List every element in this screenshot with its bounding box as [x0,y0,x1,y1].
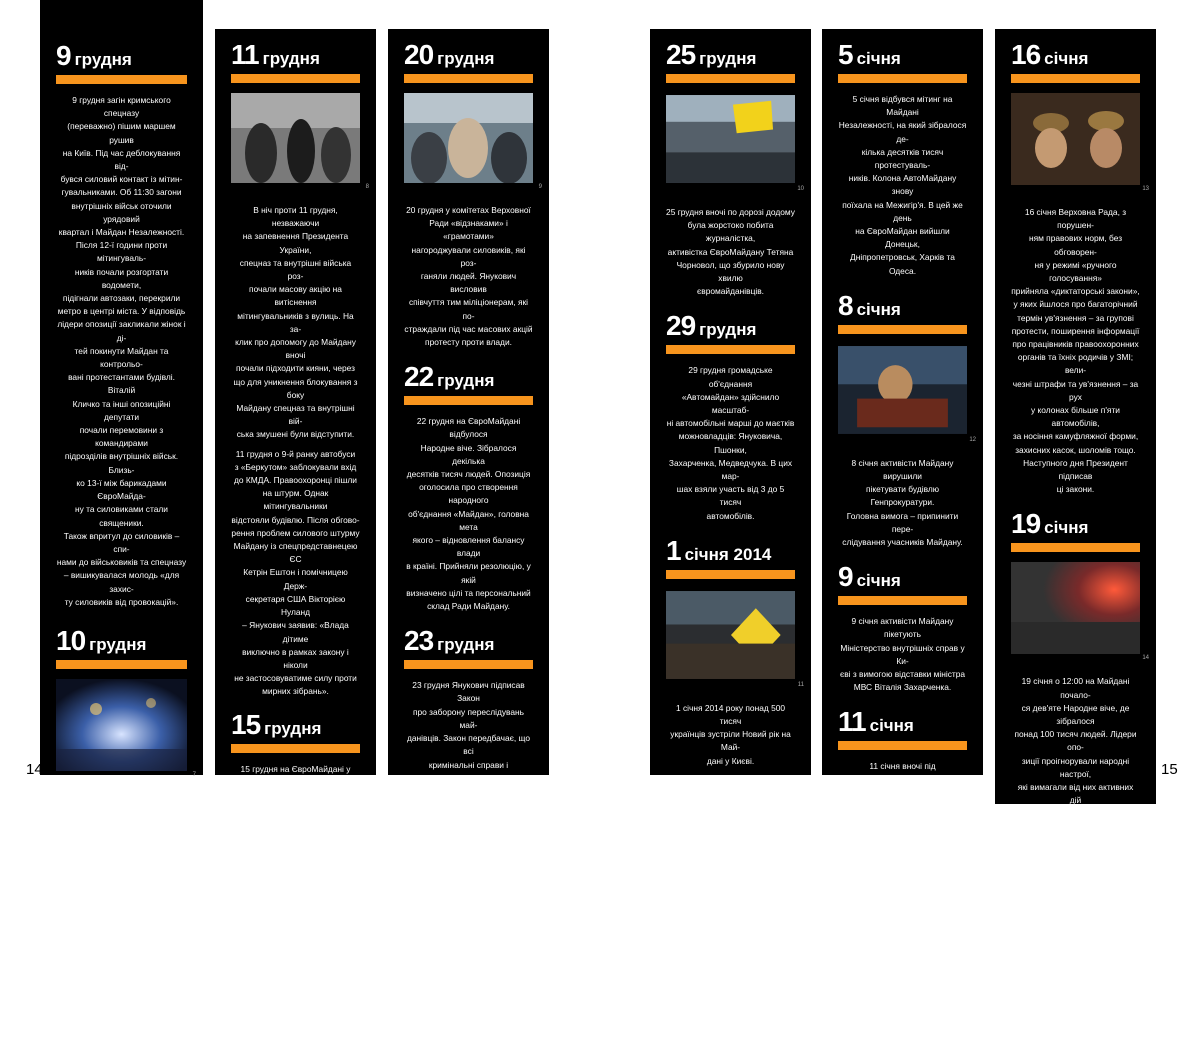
entry-date [1011,508,1140,540]
timeline-entry [666,534,804,840]
entry-month: грудня [89,634,147,654]
orange-divider [231,744,360,753]
timeline-entry [1011,39,1149,496]
entry-day: 11 [231,39,259,70]
timeline-column-3 [388,29,549,823]
barricade-photo-image [666,589,795,681]
entry-date [404,361,533,393]
entry-day: 5 [838,39,853,70]
entry-day: 11 [838,706,866,738]
entry-day: 1 [666,534,681,566]
entry-date [56,625,187,657]
photo-number: 10 [797,186,804,192]
photo-number: 7 [192,771,196,778]
photo-number: 12 [969,436,976,443]
entry-date [838,706,967,738]
photo-number: 9 [538,184,542,190]
orange-divider [56,660,187,669]
entry-day: 23 [404,625,434,657]
orange-divider [1011,74,1140,83]
entry-month: грудня [437,371,495,391]
timeline-entry [404,39,542,349]
timeline-entry [404,361,533,613]
orange-divider [404,74,533,83]
entry-day: 8 [838,289,853,321]
timeline-column-1 [40,0,203,896]
activist-photo-image [838,344,967,436]
crowd-photo-image [56,679,187,771]
timeline-entry [838,289,976,549]
entry-month: січня [856,571,901,591]
helmet-photo-image [1011,93,1140,185]
entry-date [404,625,533,657]
entry-date [838,290,967,322]
photo-barricade-sign [666,589,804,688]
entry-day: 16 [1011,39,1041,70]
entry-text: В ніч проти 11 грудня, незважаючи на запевнення Президента України, спецназ та внутрішні війська роз- почали масову акцію на витіснення мітингувальників з вулиць. На за- клик про допомогу до Майдану вночі почали підходити кияни, через що для уникнення блокування з боку Майдану спецназ та внутрішні вій- ська змушені були відступити. [233,205,358,440]
entry-day: 10 [56,624,86,656]
entry-text: 9 січня активісти Майдану пікетують Міністерство внутрішніх справ у Ки- єві з вимогою відставки міністра МВС Віталія Захарченка. [839,616,966,693]
page-number-left: 14 [26,761,43,778]
timeline-entry [404,625,533,824]
timeline-entry [56,40,187,609]
entry-text: 5 січня відбувся мітинг на Майдані Незалежності, на який зібралося де- кілька десятків тисяч протестуваль- ників. Колона АвтоМайдану знову поїхала на Межигір'я. В цей же день на ЄвроМайдан вийшли Донецьк, Дніпропетровськ, Харків та Одеса. [838,94,967,276]
timeline-entry [231,39,369,699]
entry-month: грудня [437,635,495,655]
entry-day: 9 [838,561,853,593]
orange-divider [666,74,795,83]
entry-date [56,40,187,72]
entry-text: 8 січня активісти Майдану вирушили пікетувати будівлю Генпрокуратури. Головна вимога – припинити пере- слідування учасників Майдану. [842,457,963,548]
entry-day: 19 [1011,508,1041,540]
entry-text: 25 грудня вночі по дорозі додому була жорстоко побита журналістка, активістка ЄвроМайдану Тетяна Чорновол, що збурило нову хвилю євромайданівців. [666,207,795,297]
photo-activist-night [838,344,976,443]
entry-date [404,39,533,71]
entry-date [666,535,795,567]
entry-day: 20 [404,39,434,70]
orange-divider [838,325,967,334]
entry-day: 9 [56,40,71,71]
timeline-entry [1011,508,1149,1031]
orange-divider [666,570,795,579]
photo-crowd-night [56,679,196,778]
entry-month: грудня [437,49,495,68]
photo-helmet-protesters [1011,93,1149,192]
photo-flag-rally [666,93,804,192]
orange-divider [666,345,795,354]
entry-month: січня [856,49,901,68]
entry-text: 10 грудня Шевченківський суд прийняв рішення про примусове виселення штабу євромайданівців із Будинку профспілок. Близько 23-ї на Майдані оголосили мобілізацію. [58,792,185,896]
entry-text: 2 січня ДАІ почало викликати на співбесіди та відбирати водій- ські права у людей, які 29 грудня їздили в Межигір'я до резиденції Януковича. [666,774,795,838]
entry-day: 29 [666,310,696,342]
entry-month: січня 2014 [684,544,772,564]
photo-woman-crowd [404,93,542,190]
orange-divider [838,74,967,83]
timeline-column-5 [822,29,983,838]
timeline-entry [838,561,967,694]
entry-date [838,39,967,71]
page-number-right: 15 [1161,761,1178,778]
entry-date [838,561,967,593]
timeline-entry [56,624,196,898]
rally-photo-image [666,93,795,185]
timeline-column-4 [650,29,811,838]
entry-day: 15 [231,708,261,740]
timeline-column-6 [995,29,1156,1030]
entry-day: 22 [404,361,434,393]
timeline-entry [231,709,360,987]
entry-text: 11 січня вночі під Святошинським РВВС у Києві "Беркут" побив Юрія Луценка і ще декількох активістів. [846,761,959,838]
entry-date [1011,39,1140,71]
timeline-entry [666,310,795,522]
entry-month: грудня [264,718,322,738]
entry-day: 25 [666,39,696,70]
entry-text: 20 грудня у комітетах Верховної Ради «відзнаками» і «грамотами» нагороджували силовиків, які роз- ганяли людей. Янукович висловив співчуття тим міліціонерам, які по- страждали під час масових акцій протесту проти влади. [404,205,533,348]
entry-text: 9 грудня загін кримського спецназу (переважно) пішим маршем рушив на Київ. Під час деблокування від- бувся силовий контакт із мітин- гувальниками. Об 11:30 загони внутрішніх військ оточили урядовий квартал і Майдан Незалежності. Після 12-ї години проти мітингуваль- ників почали розгортати водомети, підігнали автозаки, перекрили метро в центрі міста. У відповідь лідери опозиції закликали жінок і ді- тей покинути Майдан та контрольо- вані протестантами будівлі. Віталій Кличко та інші опозиційні депутати почали перемовини з командирами підрозділів внутрішніх військ. Близь- ко 13-ї між барикадами ЄвроМайда- ну та силовиками стали священики. Також впритул до силовиків – спи- нами до військовиків та спецназу – вишикувалася молодь «для захис- ту силовиків від провокацій». [56,95,187,607]
orange-divider [838,596,967,605]
orange-divider [404,660,533,669]
photo-number: 13 [1142,186,1149,192]
entry-month: січня [869,716,914,736]
orange-divider [838,741,967,750]
entry-date [231,39,360,71]
entry-text: 19 січня о 12:00 на Майдані почало- ся дев'яте Народне віче, де зібралося понад 100 тисяч людей. Лідери опо- зиції проігнорували народні настрої, які вимагали від них активних дій супроти «диктаторських законів», через які майже всі протестуючі потрапляли в розряд «екстремістів- терористів». На думку більшості, так звані лідери «зливали» Майдан. Після звернення до мітингуючих одного з лідерів АвтоМайдану Сергія Коби з пропозицією рушити до Кабміну, мітингувальники вирушили ходою [1011,676,1140,1030]
entry-month: січня [1044,49,1089,68]
orange-divider [231,74,360,83]
timeline-entry [838,706,967,839]
entry-text: 16 січня Верховна Рада, з порушен- ням правових норм, без обговорен- ня у режимі «ручного голосування» прийняла «диктаторські закони», у яких йшлося про багаторічний термін ув'язнення – за групові протести, поширення інформації про працівників правоохоронних органів та їхніх родичів у ЗМІ; вели- чезні штрафи та ув'язнення – за рух у колонах більше п'яти автомобілів, за носіння камуфляжної форми, захисних касок, шоломів тощо. Наступного дня Президент підписав ці закони. [1011,207,1140,495]
entry-month: грудня [262,49,320,68]
photo-number: 14 [1142,655,1149,662]
street-photo-image [231,93,360,183]
entry-month: грудня [699,320,757,340]
orange-divider [56,75,187,84]
orange-divider [404,396,533,405]
entry-text: 1 січня 2014 року понад 500 тисяч українців зустріли Новий рік на Май- дані у Києві. [670,702,791,766]
entry-date [231,709,360,741]
entry-text: 22 грудня на ЄвроМайдані відбулося Народне віче. Зібралося декілька десятків тисяч людей. Опозиція оголосила про створення народного об'єднання «Майдан», головна мета якого – відновлення балансу влади в країні. Прийняли резолюцію, у якій визначено цілі та персональний склад Ради Майдану. [406,416,531,612]
entry-month: січня [1044,518,1089,538]
photo-number: 11 [797,681,804,688]
photo-number: 8 [365,184,369,190]
woman-photo-image [404,93,533,183]
timeline-column-2 [215,29,376,985]
flare-photo-image [1011,562,1140,654]
entry-text: 11 грудня о 9-й ранку автобуси з «Беркутом» заблокували вхід до КМДА. Правоохоронці пішли на штурм. Однак мітингувальники відстояли будівлю. Після обгово- рення проблем силового штурму Майдану із спецпредставнецею ЄС Кетрін Ештон і помічницею Держ- секретаря США Вікторією Нуланд – Янукович заявив: «Влада дітиме виключно в рамках закону і ніколи не застосовуватиме силу проти мирних зібрань». [231,448,360,697]
orange-divider [1011,543,1140,552]
entry-date [666,310,795,342]
timeline-entry [666,39,804,298]
entry-text: 29 грудня громадське об'єднання «Автомайдан» здійснило масштаб- ні автомобільні марші до маєтків можновладців: Януковича, Пшонки, Захарченка, Медведчука. В цих мар- шах взяли участь від 3 до 5 тисяч автомобілів. [666,365,795,521]
entry-date [666,39,795,71]
entry-text: 23 грудня Янукович підписав Закон про заборону переслідувань май- данівців. Закон передбачає, що всі кримінальні справи і провадження з приводу адміністративних право- порушень повинні бути закриті. [406,680,530,823]
entry-month: грудня [74,50,132,69]
entry-month: січня [856,299,901,319]
entry-text: 15 грудня на ЄвроМайдані у Києві відбувся «День Гідності», третє На- родне віче. За різними оцінками, зібралось 150-300 тисяч людей. В цей день у Януковича запланова- ний візит у Москву, Майдан заборо- няє йому підписувати будь-які угоди з президентом Росії Володимиром Путіним. Також приймає резо- люцію з вимогою випустити всіх політв'язнів. [231,763,360,985]
photo-street-bw [231,93,369,190]
timeline-entry [838,39,967,278]
photo-flare-clash [1011,562,1149,662]
entry-month: грудня [699,49,757,68]
